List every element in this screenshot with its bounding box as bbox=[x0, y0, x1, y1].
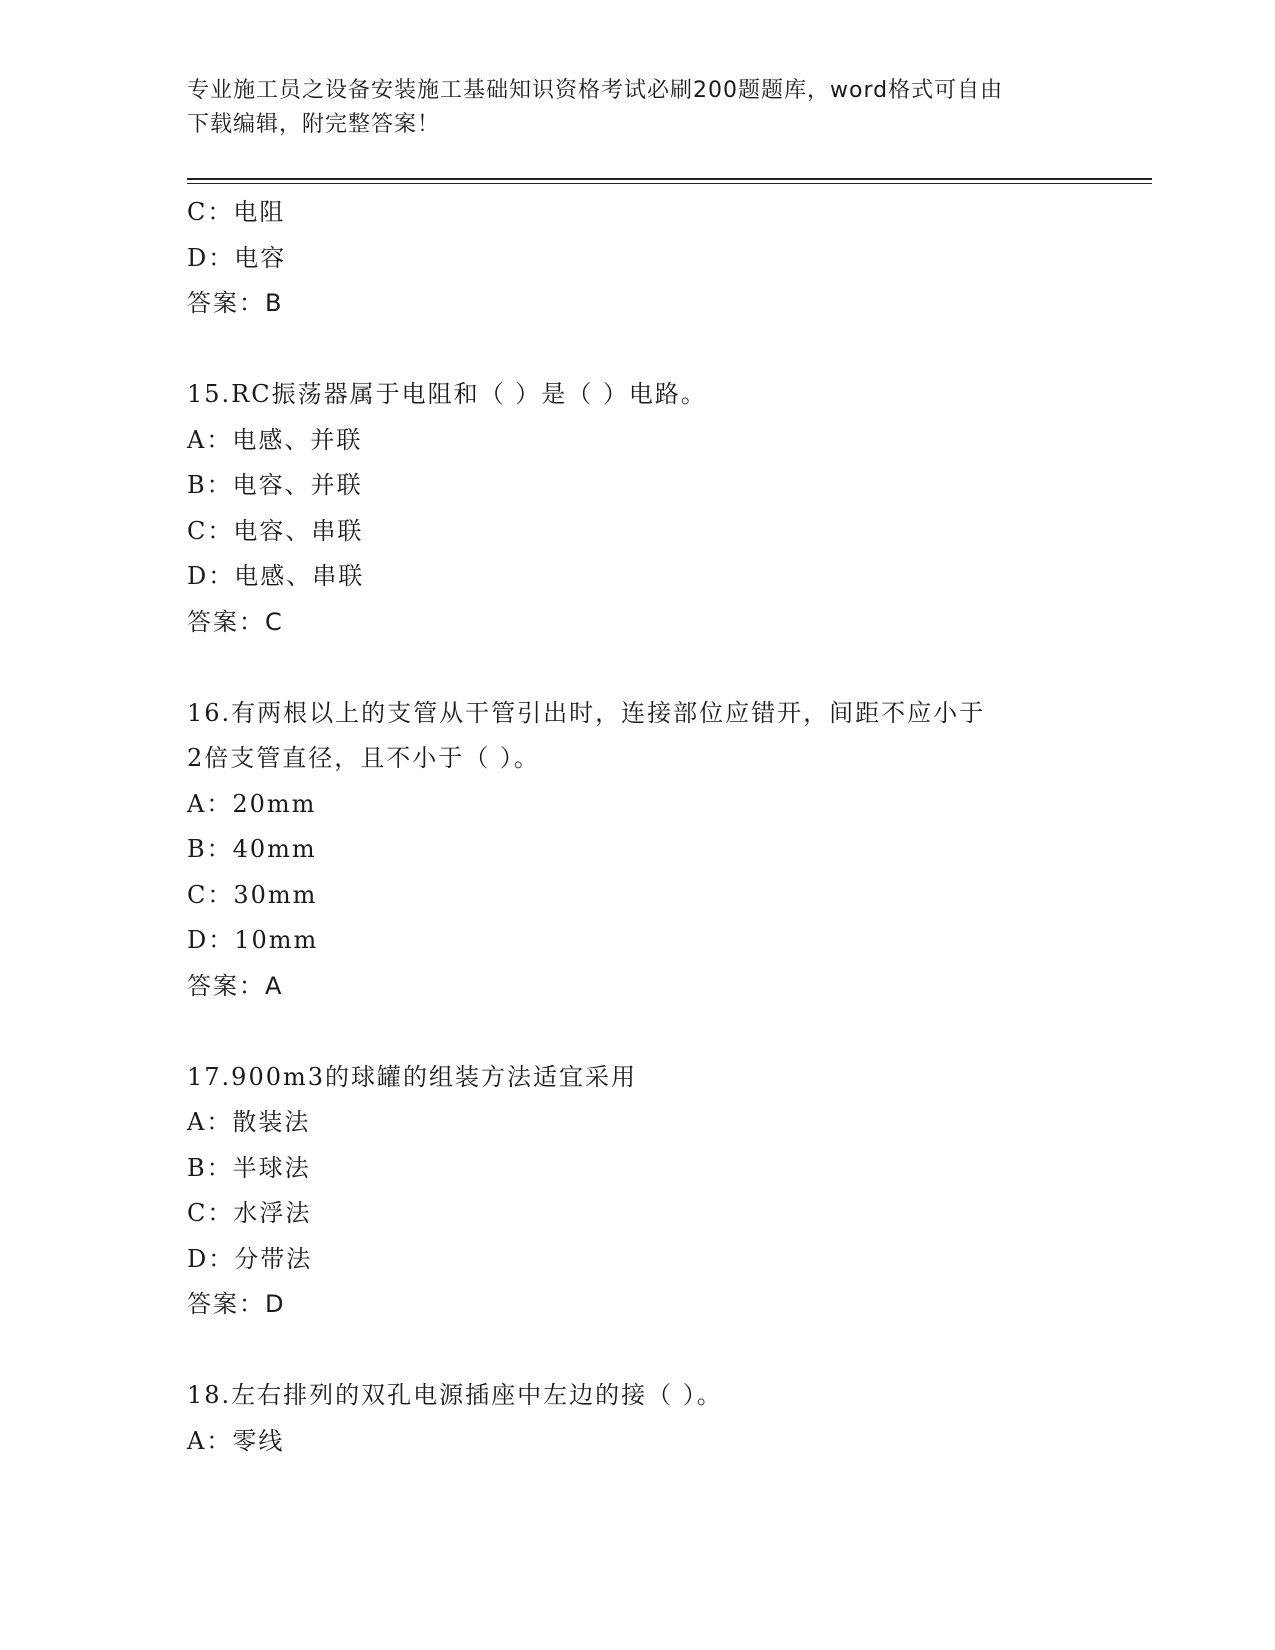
header-line-1: 专业施工员之设备安装施工基础知识资格考试必刷200题题库，word格式可自由 bbox=[187, 78, 1004, 103]
header-line-2: 下载编辑，附完整答案！ bbox=[187, 112, 441, 137]
option-c: C：水浮法 bbox=[187, 1199, 312, 1227]
option-d: D：分带法 bbox=[187, 1244, 313, 1273]
option-a: A：散装法 bbox=[187, 1108, 311, 1136]
spacer bbox=[187, 1328, 1147, 1374]
option-a: A：20mm bbox=[187, 789, 317, 818]
spacer bbox=[187, 327, 1147, 373]
header-divider-thick bbox=[187, 178, 1152, 180]
document-header bbox=[187, 74, 1087, 142]
question-18: 18.左右排列的双孔电源插座中左边的接（ ）。 bbox=[187, 1381, 723, 1409]
answer-line: 答案：A bbox=[187, 971, 284, 1000]
option-b: B：电容、并联 bbox=[187, 471, 363, 499]
option-b: B：40mm bbox=[187, 835, 317, 863]
option-d: D：电感、串联 bbox=[187, 562, 365, 590]
option-a: A：电感、并联 bbox=[187, 425, 363, 454]
spacer bbox=[187, 645, 1147, 691]
option-c: C：电阻 bbox=[187, 198, 286, 226]
option-d: D：电容 bbox=[187, 243, 287, 272]
option-c: C：30mm bbox=[187, 880, 318, 909]
answer-line: 答案：D bbox=[187, 1290, 286, 1318]
option-a: A：零线 bbox=[187, 1426, 285, 1455]
question-17: 17.900m3的球罐的组装方法适宜采用 bbox=[187, 1062, 638, 1091]
answer-line: 答案：B bbox=[187, 289, 284, 317]
question-15: 15.RC振荡器属于电阻和（ ）是（ ）电路。 bbox=[187, 380, 707, 408]
header-divider-thin bbox=[187, 183, 1152, 184]
option-c: C：电容、串联 bbox=[187, 516, 364, 545]
option-b: B：半球法 bbox=[187, 1153, 311, 1182]
question-list bbox=[187, 190, 1147, 1464]
answer-line: 答案：C bbox=[187, 607, 284, 636]
spacer bbox=[187, 1009, 1147, 1055]
question-16-line-2: 2倍支管直径，且不小于（ ）。 bbox=[187, 744, 540, 772]
option-d: D：10mm bbox=[187, 926, 319, 954]
question-16-line-1: 16.有两根以上的支管从干管引出时，连接部位应错开，间距不应小于 bbox=[187, 698, 986, 727]
